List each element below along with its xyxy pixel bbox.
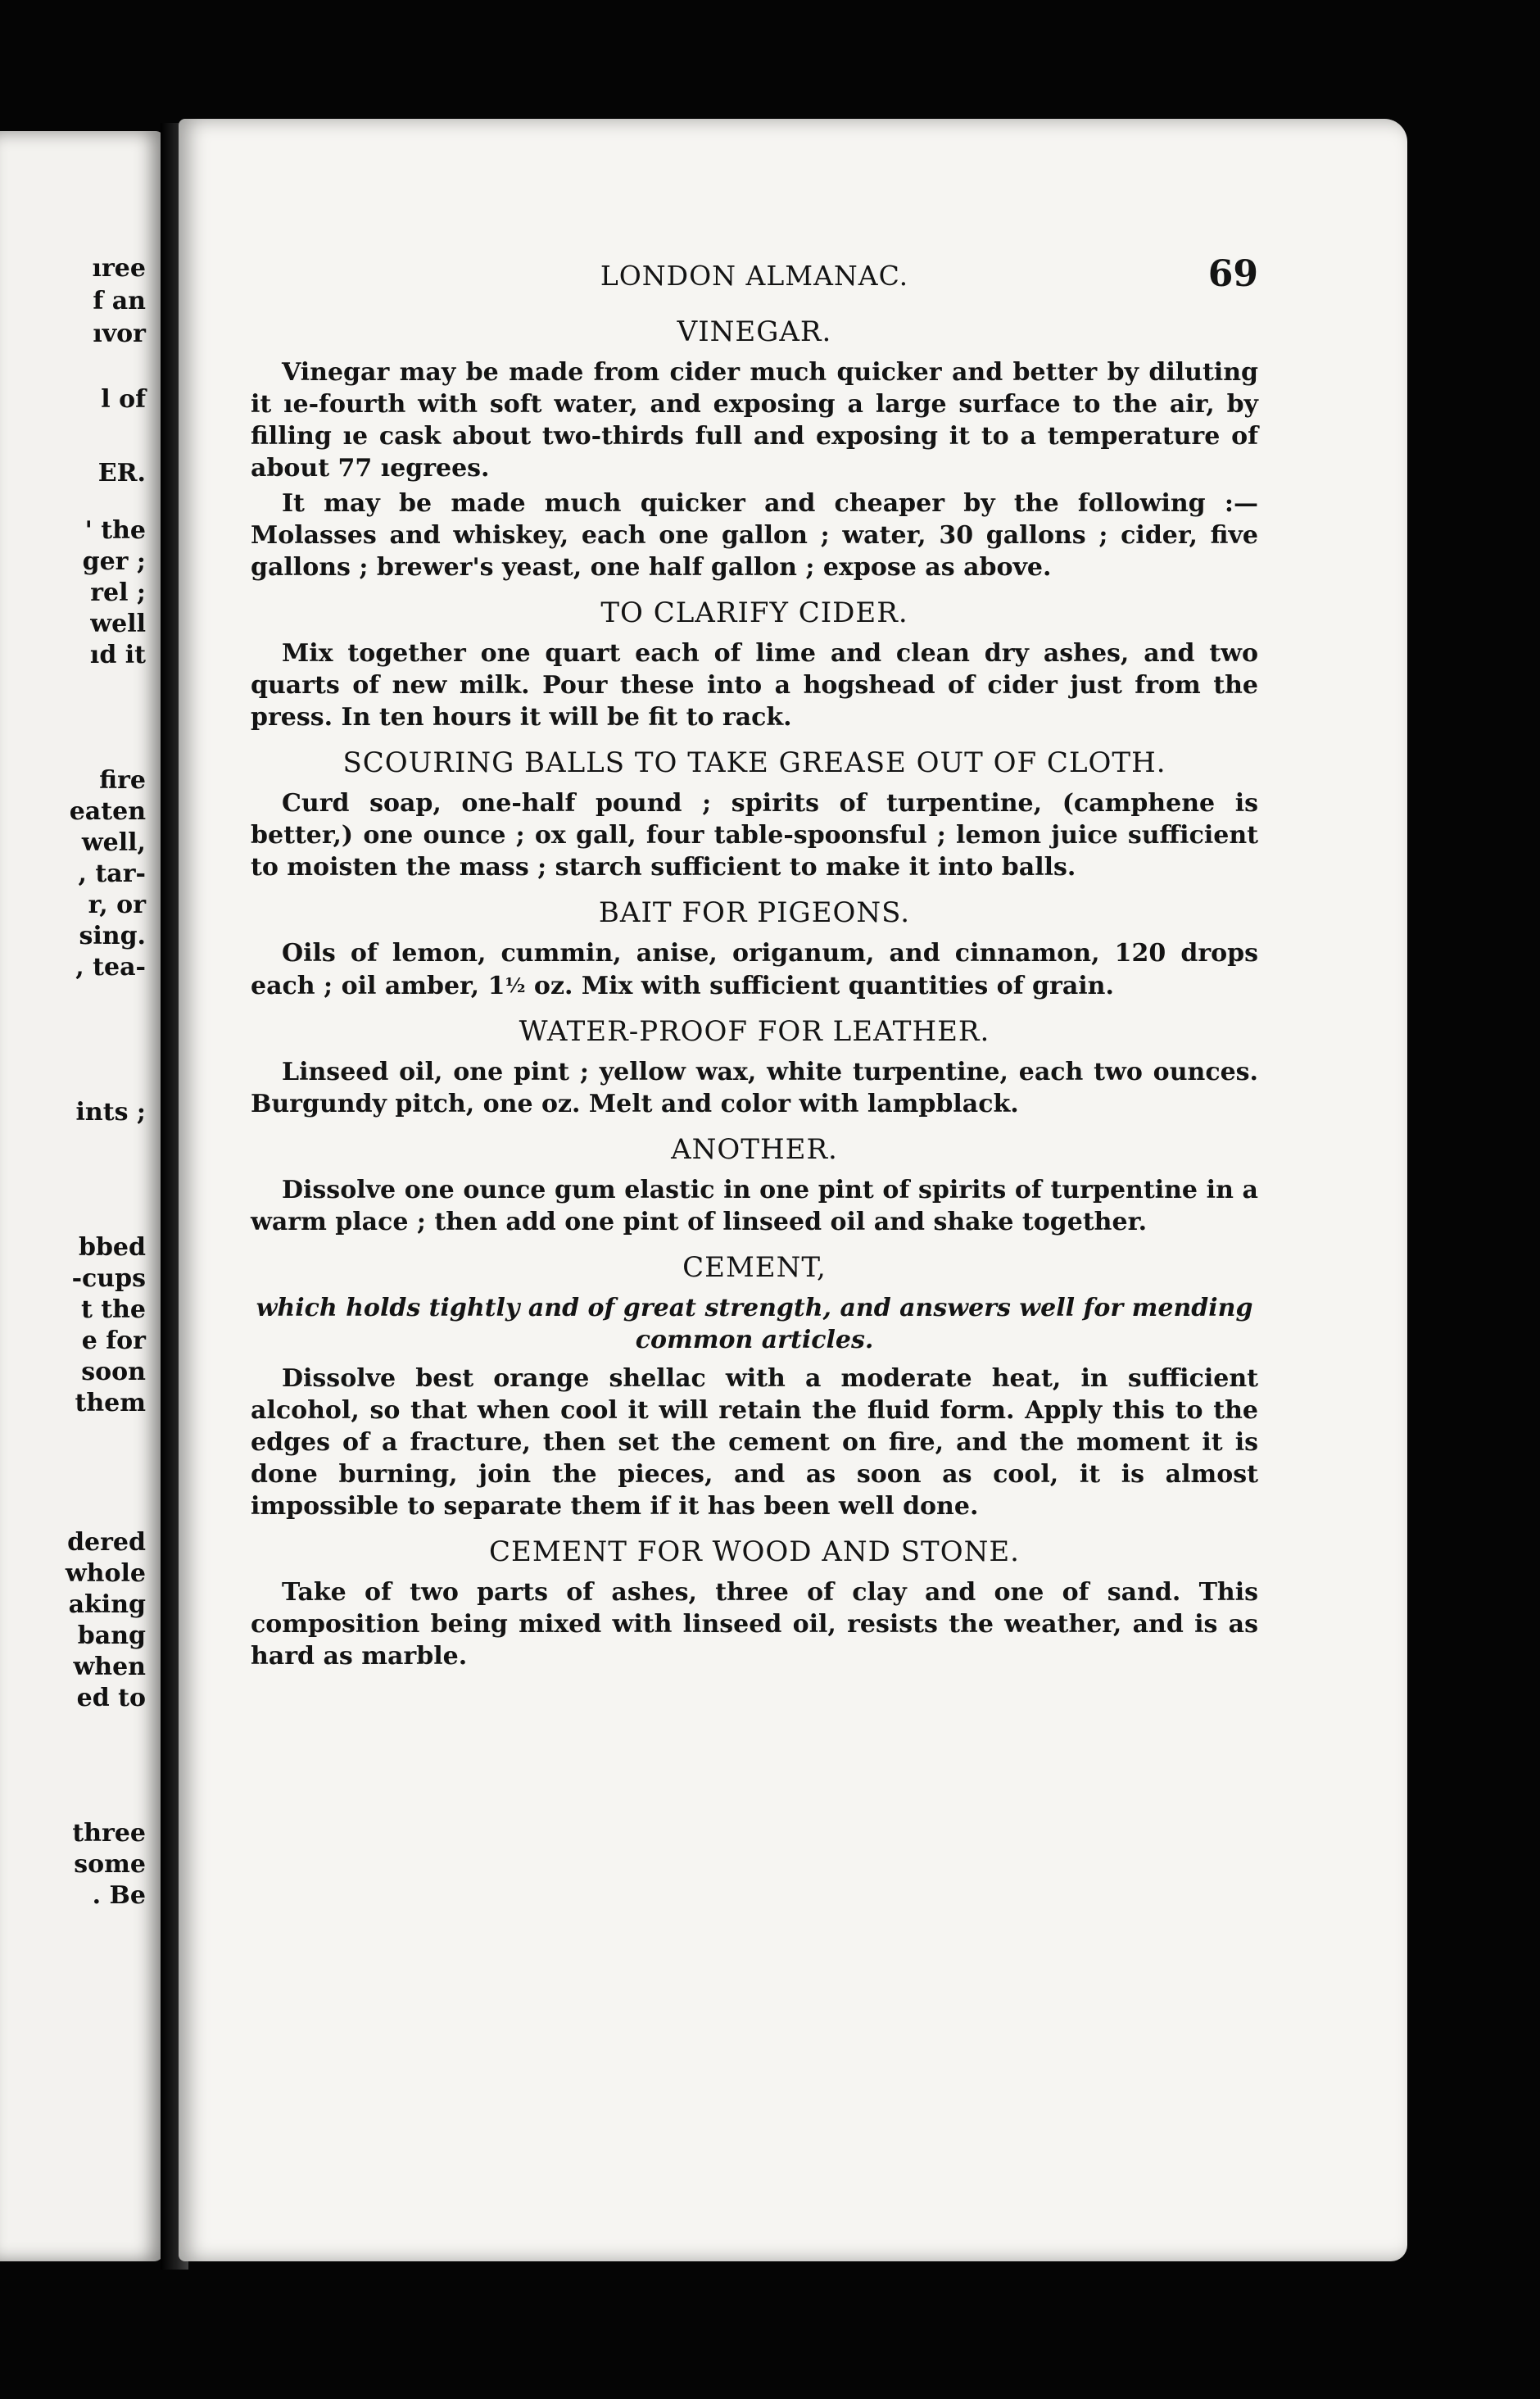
heading-bait-pigeons: BAIT FOR PIGEONS. [598,896,911,929]
previous-page-line: when [73,1653,146,1681]
text-run: oz. Mix with sufficient quantities of grain. [525,972,1114,1000]
previous-page-line: whole [65,1559,146,1588]
previous-page-line: well [90,610,146,638]
paragraph: It may be made much quicker and cheaper by the following :—Molasses and whiskey, each one gallon ; water, 30 gallons ; cider, five gallons ; brewer's yeast, one half gallon ; expose as above. [251,489,1258,582]
previous-page-line: aking [68,1590,146,1619]
heading-cement: CEMENT, [682,1251,827,1284]
previous-page-line: three [72,1819,146,1848]
paragraph [251,937,1258,1002]
heading-cement-wood-stone: CEMENT FOR WOOD AND STONE. [489,1535,1020,1568]
subtitle: which holds tightly and of great strength, and answers well for mending common articles. [256,1294,1253,1354]
previous-page-line: . Be [92,1881,146,1910]
heading-clarify-cider: TO CLARIFY CIDER. [600,596,908,629]
paragraph: Dissolve best orange shellac with a moderate heat, in sufficient alcohol, so that when cool it will retain the fluid form. Apply this to the edges of a fracture, then set the cement on fire, and the moment it is done burning, join the pieces, and as soon as cool, it is almost impossible to separate them if it has been well done. [251,1364,1258,1521]
previous-page-line: ıvor [93,320,146,348]
heading-vinegar: VINEGAR. [677,315,832,348]
running-head [251,252,1258,301]
previous-page-line: ints ; [75,1098,146,1127]
previous-page-line: eaten [69,797,146,826]
running-head-title: LONDON ALMANAC. [600,260,909,292]
previous-page-line: ' the [84,516,146,545]
previous-page-line: them [75,1389,146,1417]
heading-scouring-balls: SCOURING BALLS TO TAKE GREASE OUT OF CLOTH. [342,746,1166,779]
page-content [251,252,1258,1676]
previous-page-line: ıd it [89,641,146,669]
previous-page-line: well, [81,828,146,857]
previous-page-line: ed to [76,1684,146,1712]
heading-another: ANOTHER. [671,1133,838,1166]
previous-page-line: bang [77,1621,146,1650]
previous-page-line: dered [67,1528,146,1557]
previous-page-line: rel ; [90,578,146,607]
paragraph: Mix together one quart each of lime and clean dry ashes, and two quarts of new milk. Pour these into a hogshead of cider just from the press. In ten hours it will be fit to rack. [251,639,1258,732]
paragraph: Vinegar may be made from cider much quicker and better by diluting it ıe-fourth with soft water, and exposing a large surface to the air, by filling ıe cask about two-thirds full and exposing it to a temperature of about 77 ıegrees. [251,358,1258,483]
previous-page-line: sing. [79,922,146,950]
previous-page-line: fire [99,766,146,795]
previous-page-line: soon [81,1358,146,1386]
previous-page-line: some [74,1850,146,1879]
previous-page-line: -cups [71,1264,146,1293]
previous-page-line: bbed [78,1233,146,1262]
text-run: Oils of lemon, cummin, anise, origanum, and cinnamon, 120 drops each ; oil amber, 1 [251,939,1258,1000]
previous-page-line: , tea- [75,953,146,982]
page [179,119,1407,2261]
previous-page-line: t the [80,1295,146,1324]
paragraph: Curd soap, one-half pound ; spirits of turpentine, (camphene is better,) one ounce ; ox gall, four table-spoonsful ; lemon juice sufficient to moisten the mass ; starch sufficient to make it into balls. [251,789,1258,882]
previous-page [0,131,164,2261]
previous-page-line: l of [101,385,146,414]
previous-page-line: , tar- [78,859,146,888]
previous-page-line: f an [93,287,146,315]
page-number: 69 [1207,253,1258,295]
paragraph: Take of two parts of ashes, three of clay and one of sand. This composition being mixed with linseed oil, resists the weather, and is as hard as marble. [251,1578,1258,1671]
paragraph: Linseed oil, one pint ; yellow wax, white turpentine, each two ounces. Burgundy pitch, one oz. Melt and color with lampblack. [251,1058,1258,1118]
previous-page-text [0,131,164,2261]
fraction: ½ [505,973,526,997]
previous-page-line: ger ; [82,547,146,576]
heading-waterproof-leather: WATER-PROOF FOR LEATHER. [519,1015,990,1048]
previous-page-line: r, or [88,891,146,919]
paragraph: Dissolve one ounce gum elastic in one pint of spirits of turpentine in a warm place ; then add one pint of linseed oil and shake together. [251,1176,1258,1236]
previous-page-line: ıree [92,254,146,283]
previous-page-line: e for [81,1326,146,1355]
previous-page-line: ER. [97,459,146,488]
